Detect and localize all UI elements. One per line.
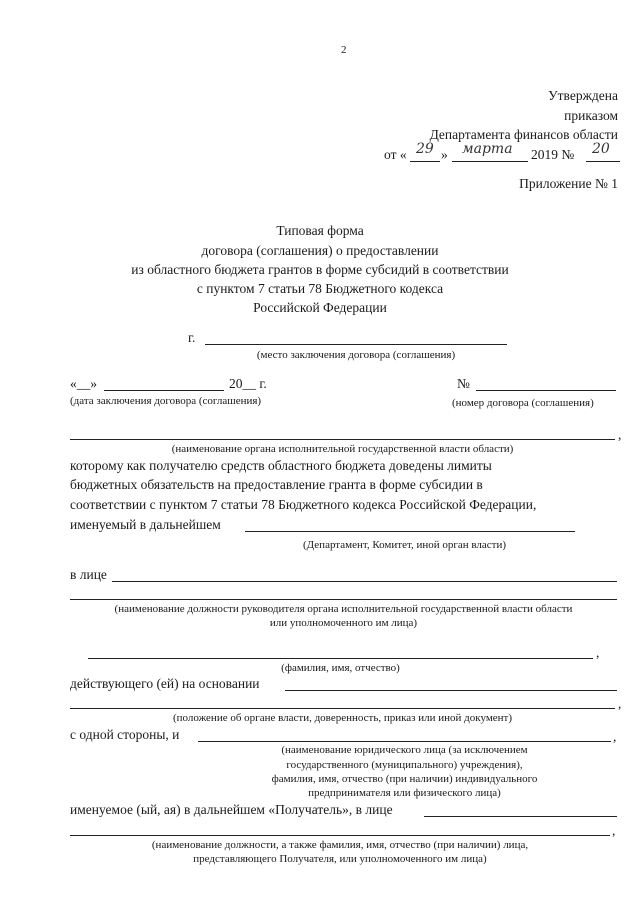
number-prefix: № — [457, 376, 470, 391]
recipient-rep-field-1[interactable] — [424, 816, 617, 817]
one-side-label: с одной стороны, и — [70, 727, 180, 742]
approval-line-3: Департамента финансов области — [429, 127, 618, 142]
title-line-3: из областного бюджета грантов в форме субсидий в соответствии — [131, 262, 509, 277]
paragraph-line-2: бюджетных обязательств на предоставление гранта в форме субсидии в — [70, 477, 483, 492]
paragraph-line-1: которому как получателю средств областного бюджета доведены лимиты — [70, 458, 492, 473]
date-day-field[interactable]: «__» — [70, 376, 97, 391]
basis-field-1[interactable] — [285, 690, 617, 691]
approval-date-year: 2019 № — [531, 147, 575, 162]
paragraph-line-4: именуемый в дальнейшем — [70, 517, 221, 532]
acting-label: действующего (ей) на основании — [70, 676, 260, 691]
approval-date-mid: » — [441, 147, 448, 162]
basis-comma: , — [618, 696, 622, 711]
paragraph-line-3: соответствии с пунктом 7 статьи 78 Бюджетного кодекса Российской Федерации, — [70, 497, 537, 512]
legal-entity-caption-4: предпринимателя или физического лица) — [308, 787, 501, 799]
approval-date-number: 20 — [592, 141, 610, 157]
date-year-text: 20__ г. — [229, 376, 267, 391]
fio-caption: (фамилия, имя, отчество) — [281, 662, 400, 674]
legal-entity-caption-3: фамилия, имя, отчество (при наличии) индивидуального — [271, 773, 538, 785]
legal-entity-caption-2: государственного (муниципального) учреждения), — [286, 759, 523, 771]
date-month-field[interactable] — [104, 390, 224, 391]
head-field-1[interactable] — [112, 581, 617, 582]
date-caption: (дата заключения договора (соглашения) — [70, 395, 262, 407]
approval-date-month: марта — [462, 141, 513, 157]
approval-month-underline — [452, 161, 528, 162]
in-person-label: в лице — [70, 567, 107, 582]
approval-day-underline — [410, 161, 440, 162]
head-caption-1: (наименование должности руководителя органа исполнительной государственной власти области — [114, 603, 573, 615]
place-field[interactable] — [205, 344, 507, 345]
legal-entity-field[interactable] — [198, 741, 611, 742]
approval-date-prefix: от « — [384, 147, 407, 162]
appendix-label: Приложение № 1 — [519, 176, 618, 191]
named-recipient-label: именуемое (ый, ая) в дальнейшем «Получатель», в лице — [70, 802, 393, 817]
approval-line-2: приказом — [564, 108, 618, 123]
head-caption-2: или уполномоченного им лица) — [269, 617, 418, 629]
title-line-5: Российской Федерации — [253, 300, 387, 315]
place-caption: (место заключения договора (соглашения) — [256, 349, 456, 361]
approval-number-underline — [586, 161, 620, 162]
basis-field-2[interactable] — [70, 708, 615, 709]
organ-field[interactable] — [70, 439, 615, 440]
recipient-rep-caption-2: представляющего Получателя, или уполномоченного им лица) — [193, 853, 487, 865]
legal-entity-caption-1: (наименование юридического лица (за исключением — [281, 744, 528, 756]
contract-number-field[interactable] — [476, 390, 616, 391]
basis-caption: (положение об органе власти, доверенность, приказ или иной документ) — [172, 712, 513, 724]
recipient-rep-comma: , — [612, 823, 616, 838]
organ-comma: , — [618, 427, 622, 442]
title-line-1: Типовая форма — [276, 223, 364, 238]
legal-entity-comma: , — [613, 729, 617, 744]
dept-caption: (Департамент, Комитет, иной орган власти) — [303, 539, 507, 551]
fio-comma: , — [596, 645, 600, 660]
recipient-rep-field-2[interactable] — [70, 835, 610, 836]
number-caption: (номер договора (соглашения) — [452, 397, 594, 409]
approval-date-day: 29 — [416, 141, 434, 157]
place-prefix: г. — [188, 330, 196, 345]
named-as-field[interactable] — [245, 531, 575, 532]
recipient-rep-caption-1: (наименование должности, а также фамилия, имя, отчество (при наличии) лица, — [151, 839, 529, 851]
page-number: 2 — [341, 44, 347, 56]
head-field-2[interactable] — [70, 599, 617, 600]
organ-caption: (наименование органа исполнительной государственной власти области) — [171, 443, 514, 455]
title-line-4: с пунктом 7 статьи 78 Бюджетного кодекса — [196, 281, 444, 296]
title-line-2: договора (соглашения) о предоставлении — [201, 243, 439, 258]
approval-line-1: Утверждена — [548, 88, 618, 103]
fio-field[interactable] — [88, 658, 593, 659]
